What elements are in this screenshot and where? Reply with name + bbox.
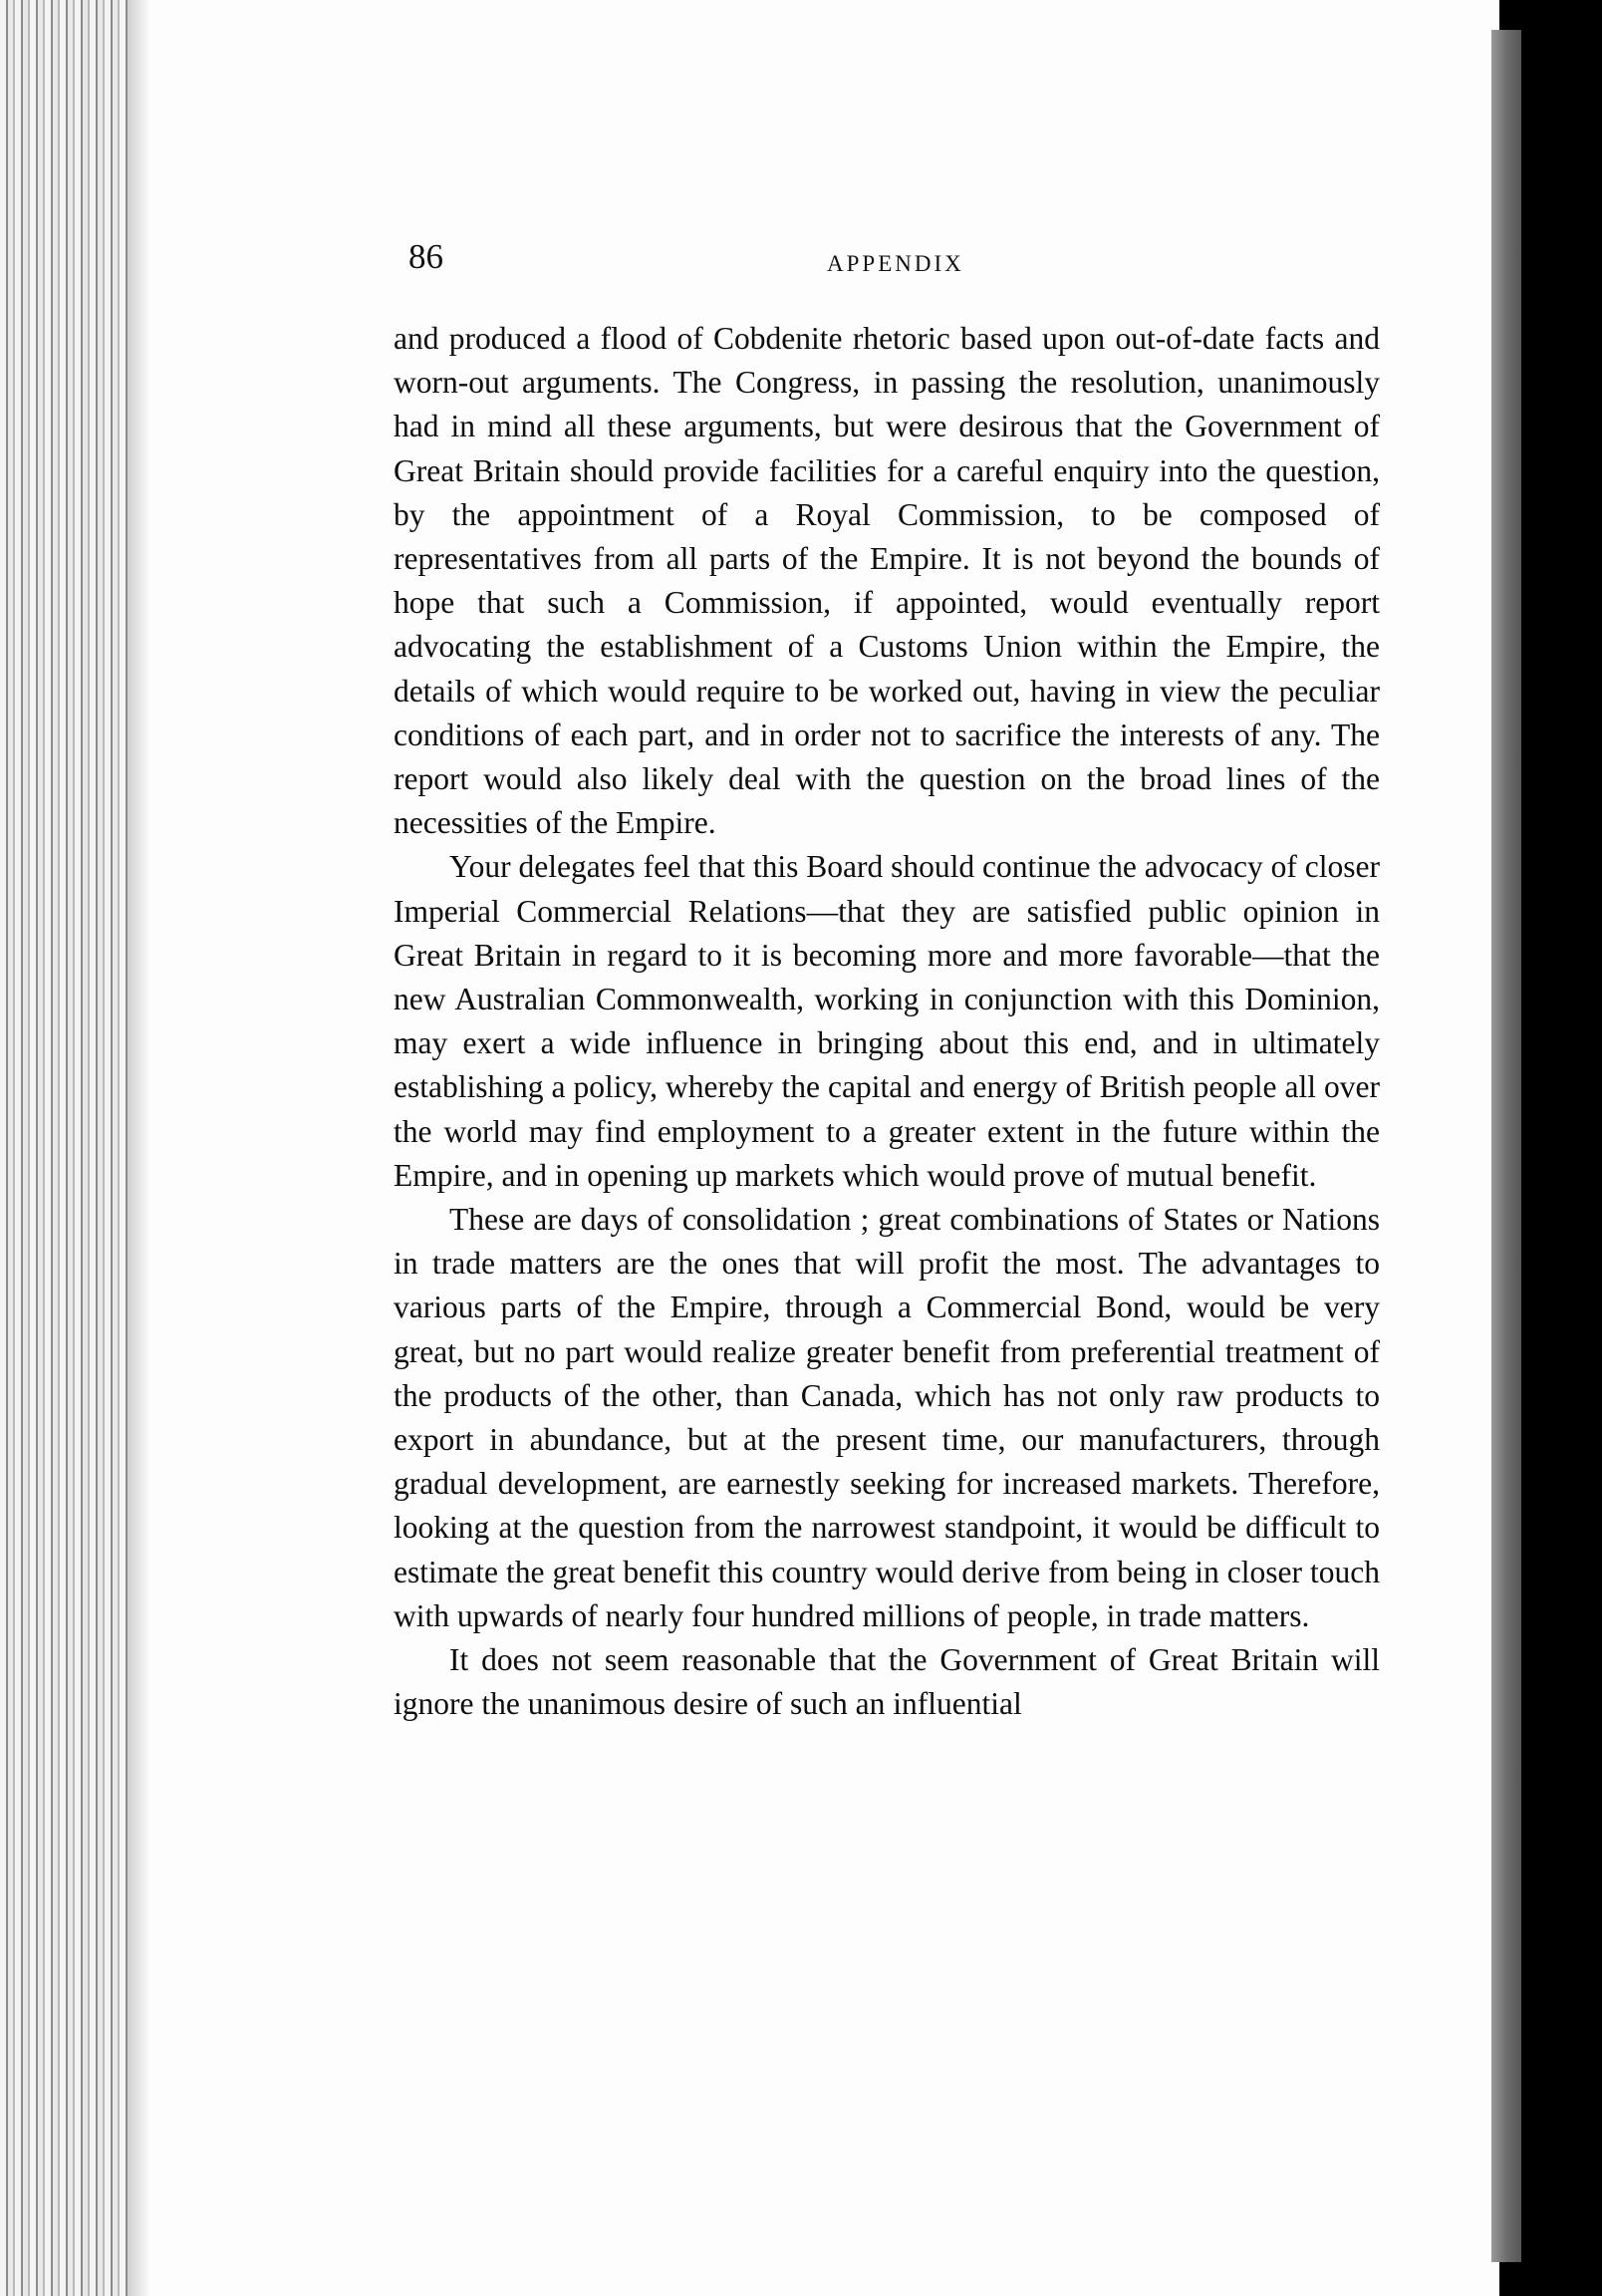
body-text: [394, 317, 1380, 1727]
page-edges: [0, 0, 149, 2296]
paragraph-4: It does not seem reasonable that the Government of Great Britain will ignore the unanimous desire of such an influential: [394, 1642, 1380, 1722]
binding-edge: [1491, 30, 1521, 2262]
running-head: APPENDIX: [827, 251, 964, 276]
page-number: 86: [408, 237, 443, 276]
paragraph-3: These are days of consolidation ; great combinations of States or Nations in trade matters are the ones that will profit the most. The advantages to various parts of the Empire, through a Commercial Bond, would be very great, but no part would realize greater benefit from preferential treatment of the products of the other, than Canada, which has not only raw products to export in abundance, but at the present time, our manufacturers, through gradual development, are earnestly seeking for increased markets. Therefore, looking at the question from the narrowest standpoint, it would be difficult to estimate the great benefit this country would derive from being in closer touch with upwards of nearly four hundred millions of people, in trade matters.: [394, 1202, 1380, 1633]
page-header: [408, 231, 1375, 291]
book-cover: [1521, 0, 1602, 2296]
paragraph-1: and produced a flood of Cobdenite rhetoric based upon out-of-date facts and worn-out arguments. The Congress, in passing the resolution, unanimously had in mind all these arguments, but were desirous that the Government of Great Britain should provide facilities for a careful enquiry into the question, by the appointment of a Royal Commission, to be composed of representatives from all parts of the Empire. It is not beyond the bounds of hope that such a Commission, if appointed, would eventually report advocating the establishment of a Customs Union within the Empire, the details of which would require to be worked out, having in view the peculiar conditions of each part, and in order not to sacrifice the interests of any. The report would also likely deal with the question on the broad lines of the necessities of the Empire.: [394, 321, 1380, 841]
paragraph-2: Your delegates feel that this Board should continue the advocacy of closer Imperial Commercial Relations—that they are satisfied public opinion in Great Britain in regard to it is becoming more and more favorable—that the new Australian Commonwealth, working in conjunction with this Dominion, may exert a wide influence in bringing about this end, and in ultimately establishing a policy, whereby the capital and energy of British people all over the world may find employment to a greater extent in the future within the Empire, and in opening up markets which would prove of mutual benefit.: [394, 849, 1380, 1193]
